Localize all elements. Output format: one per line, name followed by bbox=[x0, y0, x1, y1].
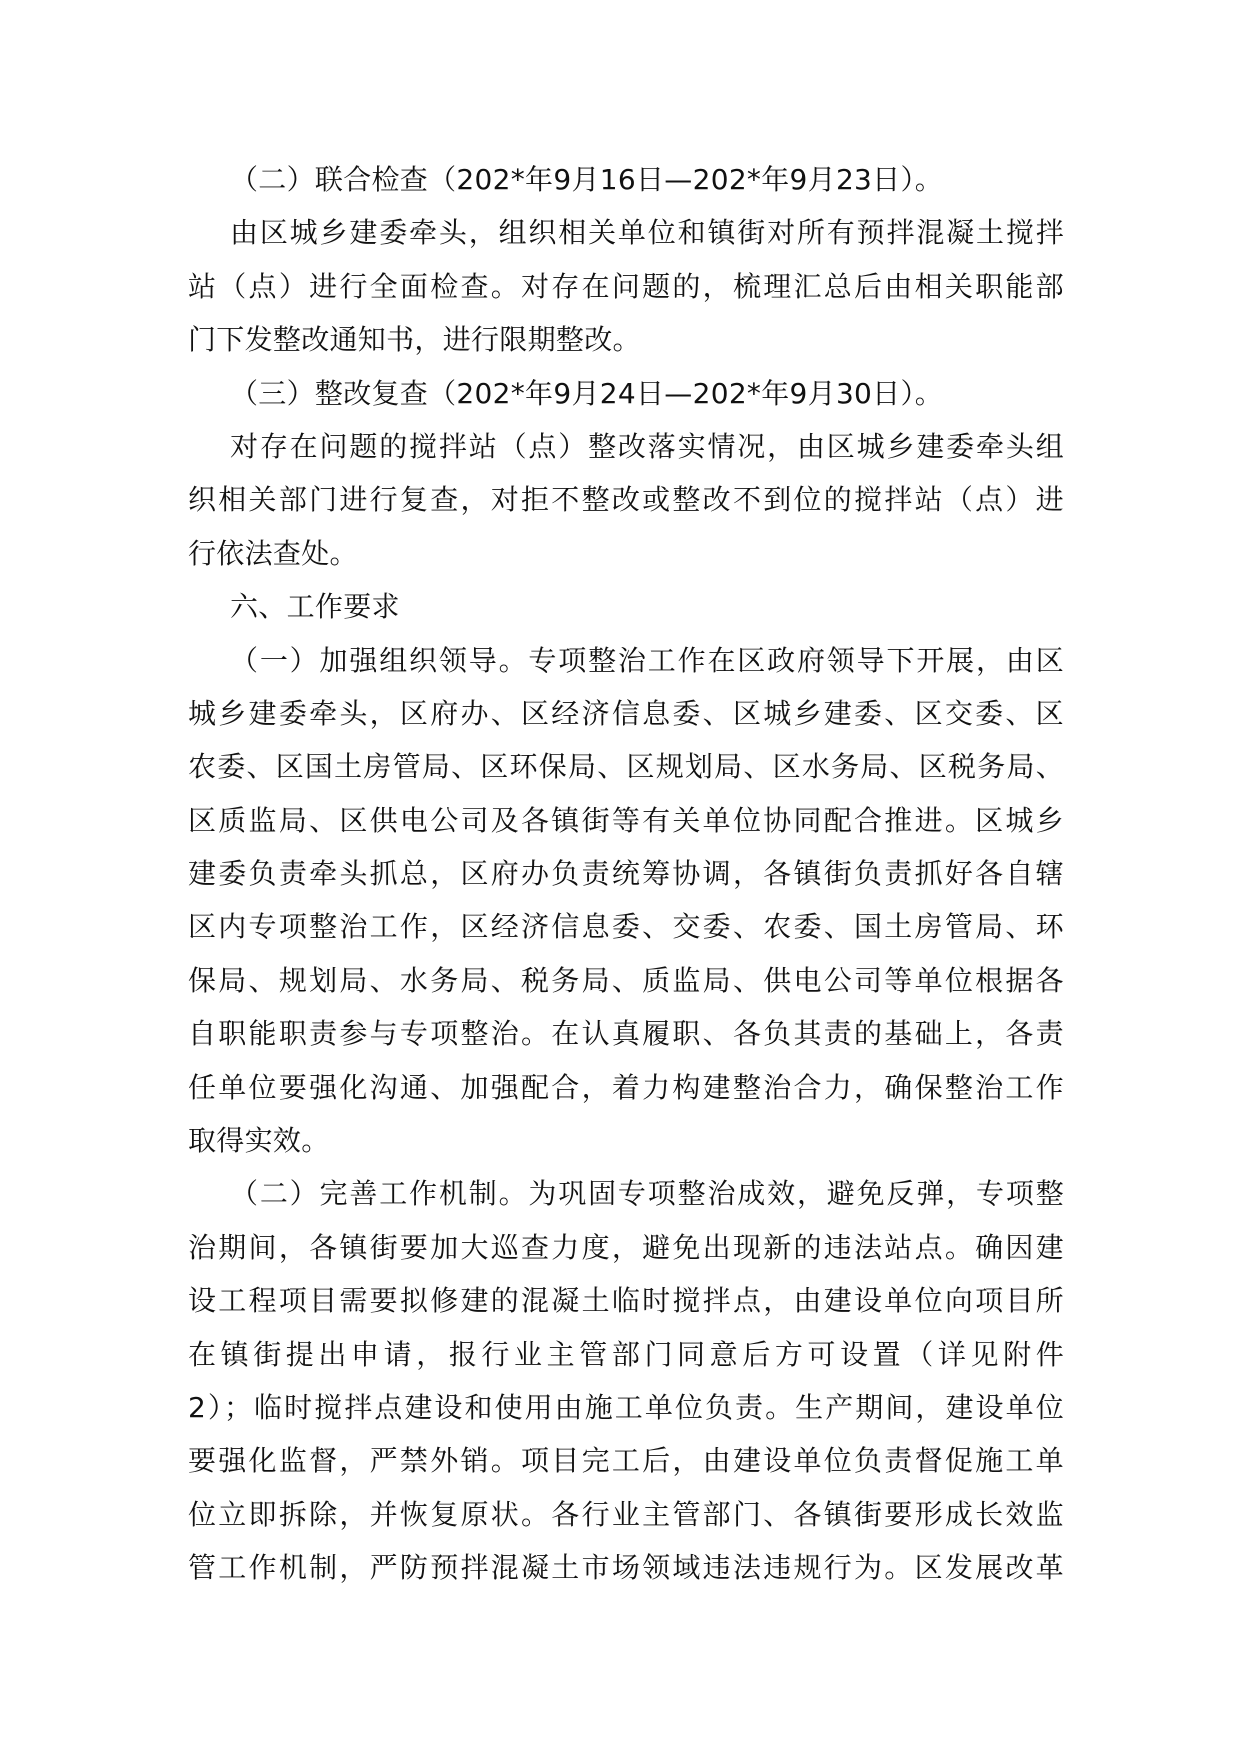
text-line: （二）完善工作机制。为巩固专项整治成效，避免反弹，专项整 bbox=[230, 1177, 1064, 1211]
text-line: 行依法查处。 bbox=[188, 536, 358, 570]
text-line: （三）整改复查（202*年9月24日—202*年9月30日）。 bbox=[230, 376, 944, 410]
text-line: 站（点）进行全面检查。对存在问题的，梳理汇总后由相关职能部 bbox=[188, 269, 1064, 303]
text-line: 2）；临时搅拌点建设和使用由施工单位负责。生产期间，建设单位 bbox=[188, 1390, 1064, 1424]
sub-heading-recheck bbox=[188, 367, 1064, 420]
text-line: 任单位要强化沟通、加强配合，着力构建整治合力，确保整治工作 bbox=[188, 1070, 1064, 1104]
text-line: 治期间，各镇街要加大巡查力度，避免出现新的违法站点。确因建 bbox=[188, 1230, 1064, 1264]
text-line: （一）加强组织领导。专项整治工作在区政府领导下开展，由区 bbox=[230, 643, 1064, 677]
paragraph-mechanism bbox=[188, 1167, 1064, 1594]
text-line: 区内专项整治工作，区经济信息委、交委、农委、国土房管局、环 bbox=[188, 910, 1064, 944]
text-line: 自职能职责参与专项整治。在认真履职、各负其责的基础上，各责 bbox=[188, 1017, 1064, 1051]
text-line: 保局、规划局、水务局、税务局、质监局、供电公司等单位根据各 bbox=[188, 963, 1064, 997]
text-line: 对存在问题的搅拌站（点）整改落实情况，由区城乡建委牵头组 bbox=[230, 429, 1064, 463]
paragraph-recheck bbox=[188, 420, 1064, 580]
text-line: 门下发整改通知书，进行限期整改。 bbox=[188, 323, 641, 357]
text-line: 六、工作要求 bbox=[230, 590, 400, 624]
text-line: 区质监局、区供电公司及各镇街等有关单位协同配合推进。区城乡 bbox=[188, 803, 1064, 837]
document-body bbox=[188, 153, 1064, 1595]
text-line: 由区城乡建委牵头，组织相关单位和镇街对所有预拌混凝土搅拌 bbox=[230, 216, 1064, 250]
text-line: （二）联合检查（202*年9月16日—202*年9月23日）。 bbox=[230, 163, 944, 196]
paragraph-joint-check bbox=[188, 206, 1064, 366]
text-line: 设工程项目需要拟修建的混凝土临时搅拌点，由建设单位向项目所 bbox=[188, 1284, 1064, 1318]
text-line: 位立即拆除，并恢复原状。各行业主管部门、各镇街要形成长效监 bbox=[188, 1497, 1064, 1531]
text-line: 取得实效。 bbox=[188, 1124, 330, 1158]
sub-heading-joint-check bbox=[188, 153, 1064, 206]
text-line: 在镇街提出申请，报行业主管部门同意后方可设置（详见附件 bbox=[188, 1337, 1064, 1371]
text-line: 要强化监督，严禁外销。项目完工后，由建设单位负责督促施工单 bbox=[188, 1444, 1064, 1478]
paragraph-organization bbox=[188, 634, 1064, 1168]
text-line: 农委、区国土房管局、区环保局、区规划局、区水务局、区税务局、 bbox=[188, 750, 1064, 784]
text-line: 城乡建委牵头，区府办、区经济信息委、区城乡建委、区交委、区 bbox=[188, 696, 1064, 730]
text-line: 建委负责牵头抓总，区府办负责统筹协调，各镇街负责抓好各自辖 bbox=[188, 857, 1064, 891]
text-line: 织相关部门进行复查，对拒不整改或整改不到位的搅拌站（点）进 bbox=[188, 483, 1064, 517]
text-line: 管工作机制，严防预拌混凝土市场领域违法违规行为。区发展改革 bbox=[188, 1551, 1064, 1585]
section-heading-work-requirements bbox=[188, 580, 1064, 633]
